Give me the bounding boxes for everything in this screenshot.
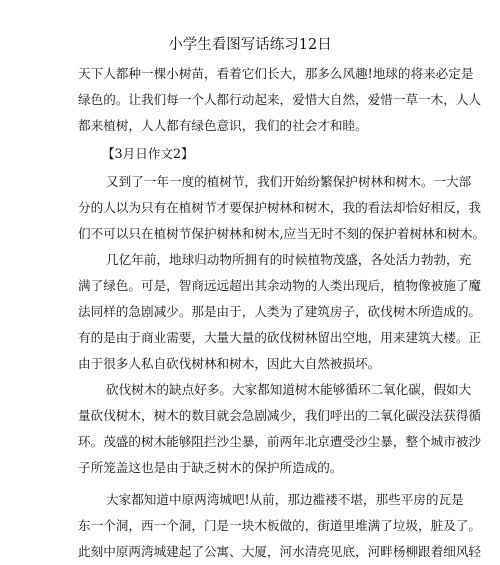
text-line: 环。茂盛的树木能够阻拦沙尘暴，前两年北京遭受沙尘暴，整个城市被沙 [78,434,481,449]
section-heading: 【3月日作文2】 [102,146,194,161]
text-line: 们不可以只在植树节保护树林和树木,应当无时不刻的保护着树林和树木。 [78,226,486,241]
text-line: 满了绿色。可是，智商远远超出其余动物的人类出现后，植物像被施了魔 [78,278,481,293]
text-line: 大家都知道中原两湾城吧!从前，那边褴褛不堪，那些平房的瓦是 [106,492,464,507]
document-title: 小学生看图写话练习12日 [168,37,332,53]
text-line: 绿色的。让我们每一个人都行动起来，爱惜大自然，爱惜一草一木，人人 [78,92,481,107]
text-line: 几亿年前，地球归动物所拥有的时候植物茂盛，各处活力勃勃，充 [106,252,472,267]
text-line: 砍伐树木的缺点好多。大家都知道树木能够循环二氧化碳，假如大 [106,382,472,397]
text-line: 量砍伐树木，树木的数目就会急剧减少，我们呼出的二氧化碳没法获得循 [78,408,481,423]
text-line: 东一个洞，西一个洞，门是一块木板做的，街道里堆满了垃圾，脏及了。 [78,518,481,533]
text-line: 由于很多人私自砍伐树林和树木，因此大自然被损坏。 [78,356,381,371]
text-line: 此刻中原两湾城建起了公寓、大厦，河水清亮见底，河畔杨柳跟着细风轻 [78,544,481,559]
text-line: 又到了一年一度的植树节，我们开始纷繁保护树林和树木。一大部 [106,174,472,189]
text-line: 有的是由于商业需要，大量大量的砍伐树林留出空地，用来建筑大楼。正 [78,330,481,345]
text-line: 都来植树，人人都有绿色意识，我们的社会才和睦。 [78,118,368,133]
text-line: 子所笼盖这也是由于缺乏树木的保护所造成的。 [78,460,343,475]
text-line: 天下人都种一棵小树苗，看着它们长大，那多么风趣!地球的将来必定是 [78,66,474,81]
text-line: 法同样的急剧减少。那是由于，人类为了建筑房子，砍伐树木所造成的。 [78,304,481,319]
text-line: 分的人以为只有在植树节才要保护树林和树木，我的看法却恰好相反，我 [78,200,481,215]
